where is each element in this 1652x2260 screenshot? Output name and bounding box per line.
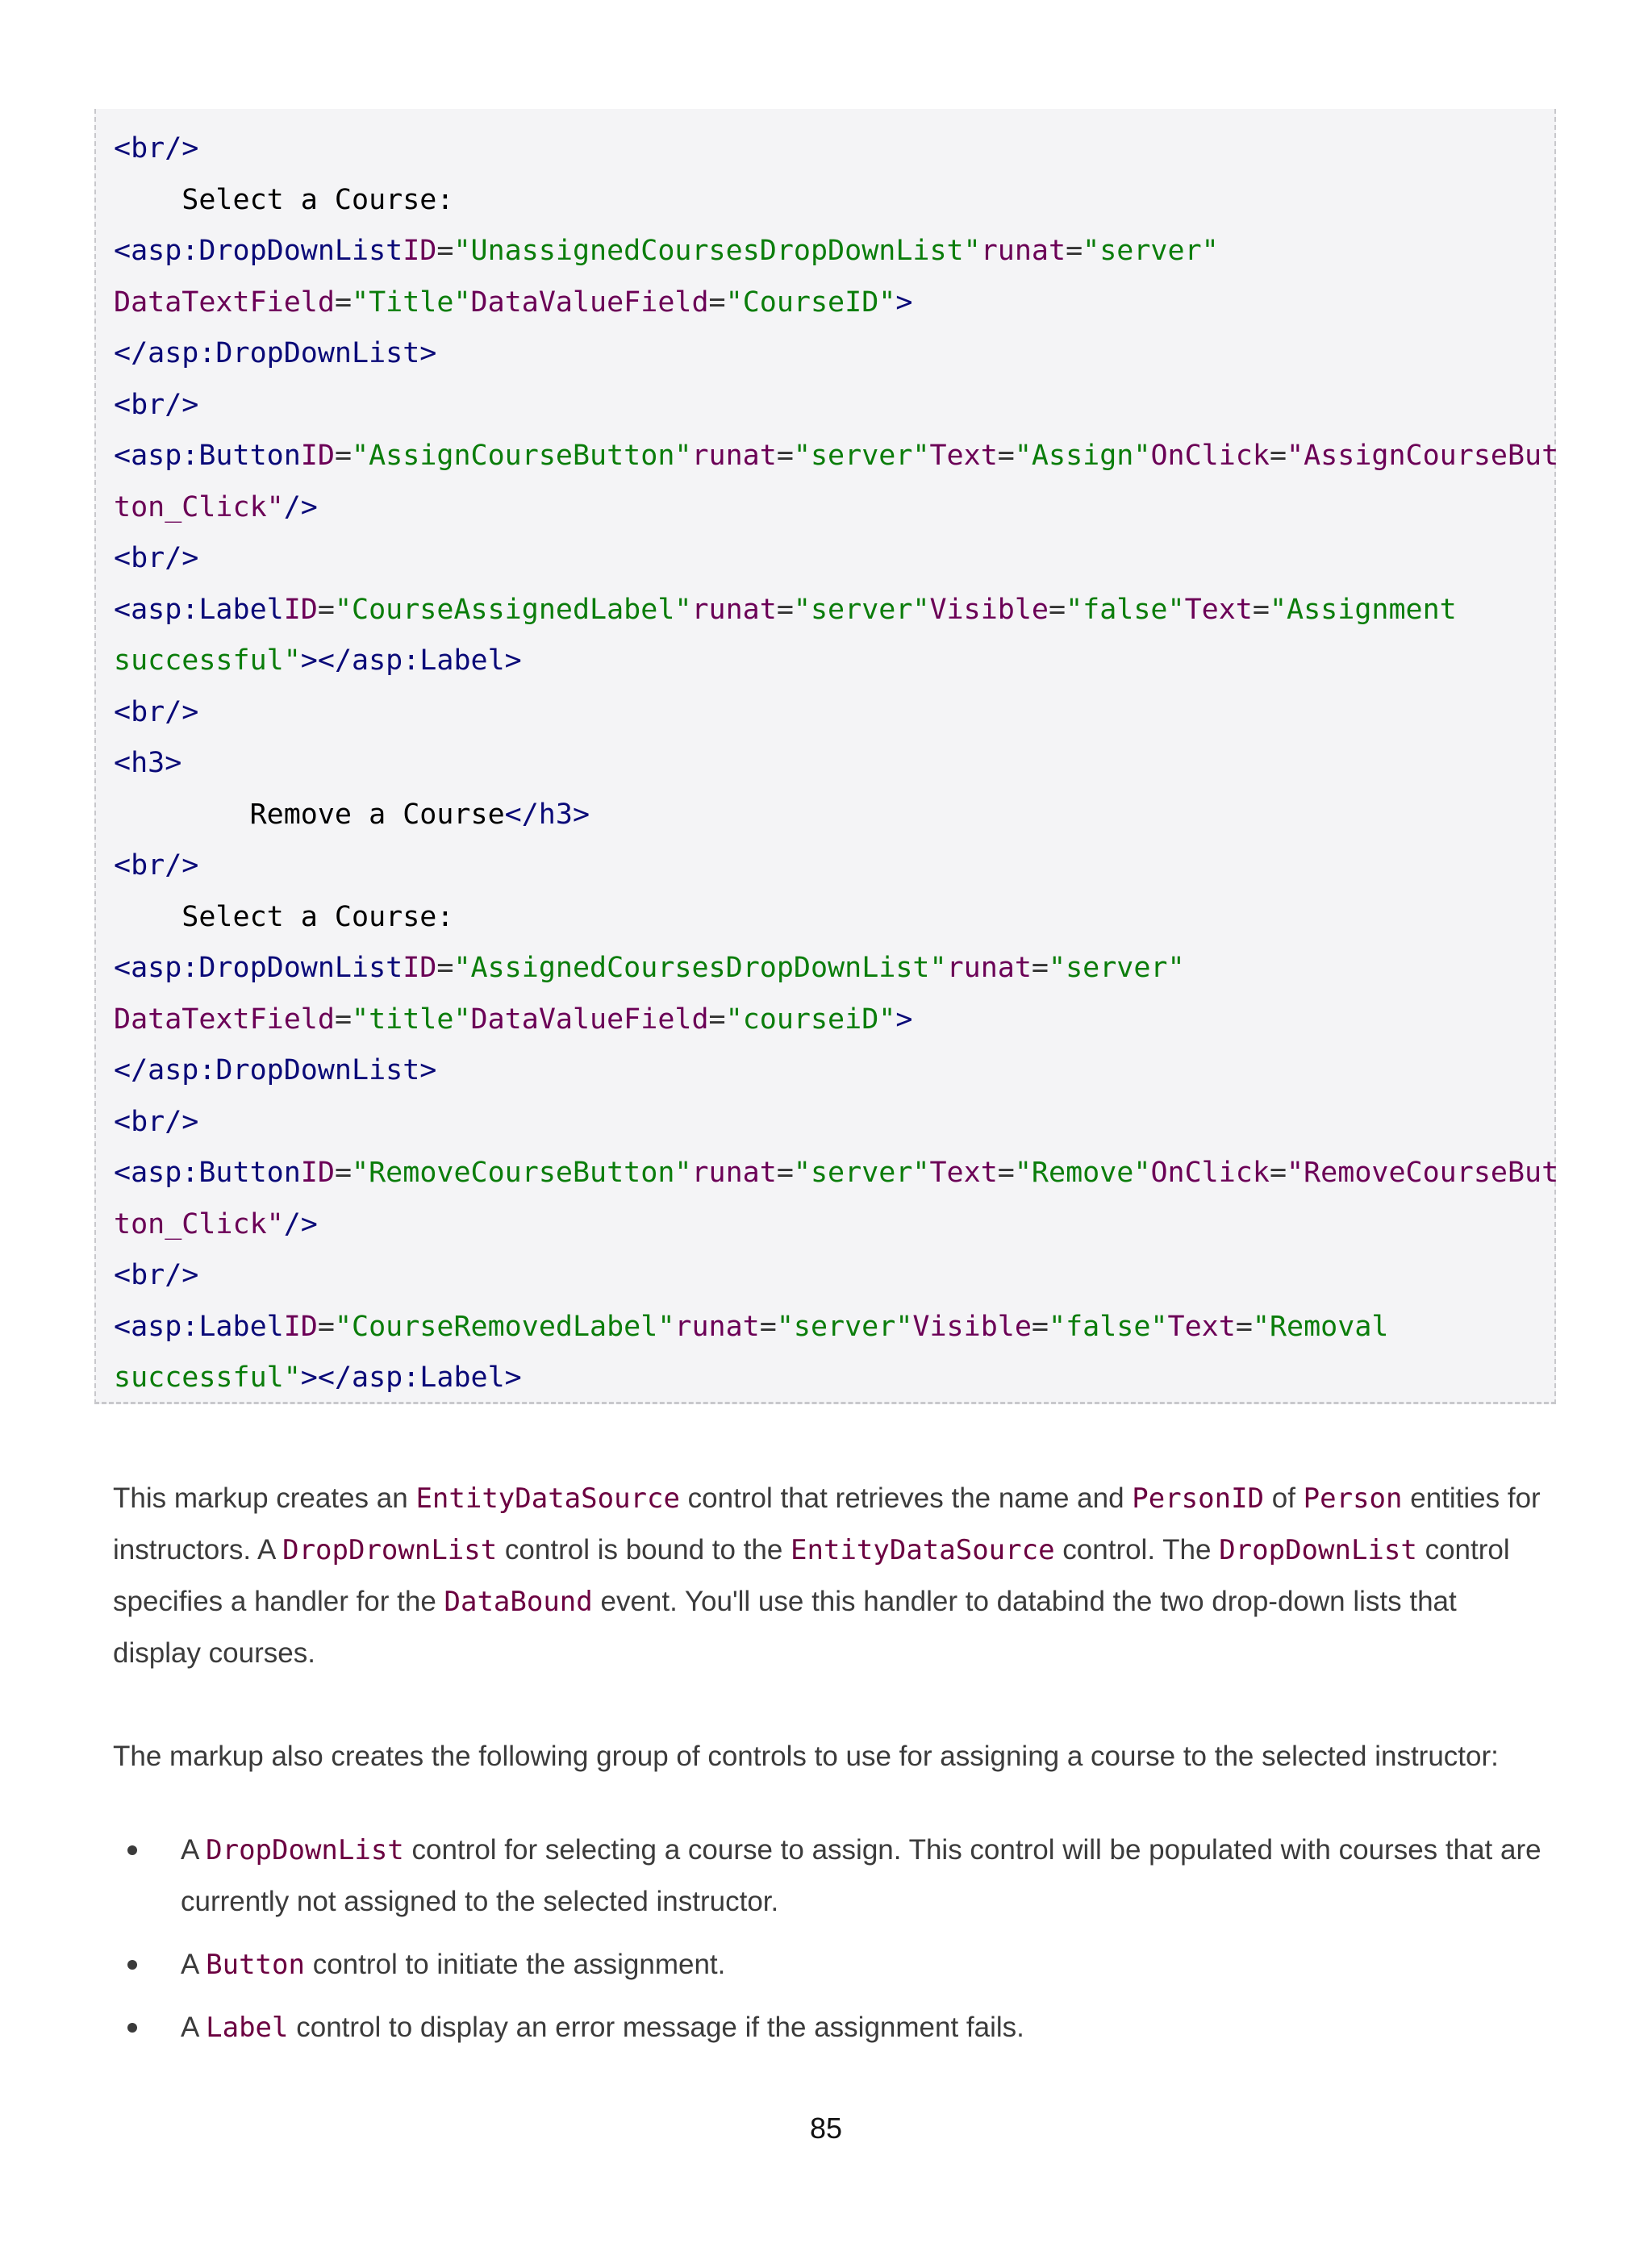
code-line [114,840,1554,892]
inline-code-databound: DataBound [444,1586,593,1618]
controls-bullet-list [113,1824,1549,2054]
bullet-text-pre: A [181,2012,206,2043]
code-token-eq: = [436,952,454,984]
p1-text-b: control that retrieves the name and [679,1482,1133,1514]
code-token-str: "CourseRemovedLabel" [334,1310,675,1343]
inline-code-dropdownlist: DropDownList [1219,1534,1417,1566]
p1-text-f: control. The [1054,1534,1220,1566]
code-line [114,482,1554,534]
code-token-attr: DataValueField [470,1003,709,1036]
code-token-txt: Select a Course: [114,183,454,216]
code-line [114,1045,1554,1097]
code-token-eq: = [776,1157,794,1189]
code-token-eq: = [708,1003,726,1036]
code-line [114,994,1554,1046]
code-token-tag: </asp:DropDownList> [114,1054,437,1086]
code-token-attr: runat [946,952,1032,984]
code-token-tag: ></asp:Label> [300,644,522,677]
code-token-attr: runat [691,440,777,472]
code-line [114,1353,1554,1404]
code-token-tag: /> [283,1207,318,1240]
code-token-attr: runat [980,235,1066,267]
code-line [114,636,1554,687]
inline-code-dropdrownlist: DropDrownList [282,1534,498,1566]
bullet-dot-icon [127,2023,137,2033]
code-token-str: "server" [793,1157,930,1189]
code-token-eq: = [997,1157,1015,1189]
code-token-eq: = [436,235,454,267]
code-token-str: "CourseID" [725,286,896,319]
code-line [114,1148,1559,1199]
bullet-text-post: control to initiate the assignment. [304,1949,726,1980]
code-line [114,1250,1554,1302]
code-token-eq: = [776,440,794,472]
inline-code: Label [206,2012,289,2044]
code-token-txt: Remove a Course [114,798,505,831]
code-token-str: "server" [776,1310,913,1343]
list-item [113,1824,1549,1928]
list-item [113,1939,1549,1991]
code-token-tag: <h3> [114,747,182,779]
bullet-dot-icon [127,1845,137,1855]
inline-code: Button [206,1949,305,1981]
code-token-attr: ID [300,1157,335,1189]
code-token-attr: OnClick [1150,1157,1270,1189]
code-token-str: successful" [114,1361,301,1394]
code-token-tag: <br/> [114,1105,199,1138]
code-token-eq: = [997,440,1015,472]
code-token-str: "RemoveCourseButton" [352,1157,692,1189]
code-token-attr: ID [283,593,318,626]
code-token-attr: Text [1167,1310,1236,1343]
code-token-str: "Removal [1252,1310,1389,1343]
code-token-str: "courseiD" [725,1003,896,1036]
code-token-attr: Text [1184,593,1253,626]
code-token-attr: runat [674,1310,760,1343]
code-token-eq: = [334,286,353,319]
code-block [94,109,1559,1404]
code-token-tag: <asp:Button [114,1157,301,1189]
code-token-eq: = [776,593,794,626]
code-token-eq: = [1031,1310,1049,1343]
code-token-tag: </h3> [504,798,590,831]
code-line [114,790,1554,841]
code-line [114,687,1554,739]
code-line [114,892,1554,944]
code-token-str: "title" [352,1003,471,1036]
code-token-tag: <asp:Button [114,440,301,472]
code-line [114,431,1559,482]
code-token-attr: Visible [929,593,1049,626]
code-token-tag: <br/> [114,1259,199,1291]
code-token-attr: DataValueField [470,286,709,319]
code-token-str: "AssignedCoursesDropDownList" [453,952,947,984]
code-token-str: "Title" [352,286,471,319]
code-token-eq: = [1252,593,1270,626]
code-token-attr: OnClick [1150,440,1270,472]
code-token-tag: > [895,286,913,319]
code-line [114,175,1554,227]
code-line [114,1302,1554,1353]
code-token-eq: = [317,1310,335,1343]
code-token-eq: = [334,1157,353,1189]
bullet-dot-icon [127,1960,137,1970]
code-token-tag: <asp:DropDownList [114,952,403,984]
code-line [114,943,1554,994]
code-token-str: "Assignment [1269,593,1457,626]
inline-code-personid: PersonID [1132,1482,1265,1515]
p1-text-d: entities for instructors. A [113,1482,1541,1566]
code-token-tag: ></asp:Label> [300,1361,522,1394]
code-line [114,226,1554,277]
code-token-attr: "AssignCourseBut [1287,440,1559,472]
description-paragraph [113,1473,1549,1679]
inline-code-person: Person [1303,1482,1403,1515]
code-token-eq: = [1031,952,1049,984]
code-token-attr: "RemoveCourseBut [1287,1157,1559,1189]
code-token-eq: = [1049,593,1066,626]
code-token-tag: <asp:DropDownList [114,235,403,267]
code-token-attr: ID [403,952,437,984]
code-token-tag: <br/> [114,388,199,421]
code-token-attr: ID [403,235,437,267]
code-line [114,1199,1554,1251]
code-token-attr: Text [929,1157,998,1189]
code-token-tag: <br/> [114,132,199,165]
code-token-attr: Visible [912,1310,1032,1343]
code-line [114,585,1554,636]
controls-intro-paragraph: The markup also creates the following group of controls to use for assigning a course to the selected instructor: [113,1741,1499,1772]
inline-code-entitydatasource-2: EntityDataSource [791,1534,1055,1566]
code-token-str: "false" [1066,593,1185,626]
code-token-eq: = [1269,440,1287,472]
code-token-str: "server" [793,440,930,472]
code-token-attr: runat [691,593,777,626]
code-token-str: "AssignCourseButton" [352,440,692,472]
page-number: 85 [809,2112,843,2145]
code-token-attr: ID [300,440,335,472]
code-token-eq: = [334,1003,353,1036]
list-item [113,2002,1549,2054]
code-line [114,738,1554,790]
inline-code-entitydatasource: EntityDataSource [415,1482,680,1515]
code-token-tag: <br/> [114,542,199,574]
code-token-str: "Remove" [1014,1157,1151,1189]
code-token-tag: <br/> [114,849,199,882]
code-token-str: "server" [1049,952,1185,984]
code-token-eq: = [759,1310,777,1343]
code-token-tag: > [895,1003,913,1036]
code-token-tag: </asp:DropDownList> [114,337,437,369]
code-token-tag: <asp:Label [114,1310,284,1343]
code-token-eq: = [1235,1310,1253,1343]
bullet-text-post: control for selecting a course to assign. This control will be populated with courses that are currently not assigned to the selected instructor. [181,1834,1541,1917]
code-token-attr: DataTextField [114,286,335,319]
code-token-eq: = [1066,235,1083,267]
code-token-eq: = [1269,1157,1287,1189]
code-token-attr: ton_Click" [114,490,284,523]
code-token-attr: ID [283,1310,318,1343]
code-token-tag: /> [283,490,318,523]
code-token-attr: DataTextField [114,1003,335,1036]
p1-text-h: event. You'll use this handler to databind the two drop-down lists that display courses. [113,1586,1457,1669]
code-token-tag: <br/> [114,695,199,728]
bullet-text-pre: A [181,1834,206,1866]
inline-code: DropDownList [206,1834,404,1866]
code-token-eq: = [317,593,335,626]
code-token-str: "false" [1049,1310,1168,1343]
p1-text-c: of [1264,1482,1304,1514]
code-token-attr: ton_Click" [114,1207,284,1240]
code-line [114,328,1554,380]
code-line [114,1097,1554,1149]
code-line [114,380,1554,432]
p1-text-g: control specifies a handler for the [113,1534,1510,1617]
code-token-eq: = [708,286,726,319]
code-token-attr: Text [929,440,998,472]
p1-text-e: control is bound to the [497,1534,791,1566]
p1-text-a: This markup creates an [113,1482,416,1514]
code-line [114,533,1554,585]
code-line [114,123,1554,175]
code-token-tag: <asp:Label [114,593,284,626]
code-token-str: "Assign" [1014,440,1151,472]
code-token-txt: Select a Course: [114,900,454,933]
bullet-text-pre: A [181,1949,206,1980]
bullet-text-post: control to display an error message if the assignment fails. [288,2012,1024,2043]
code-token-str: "server" [1083,235,1219,267]
code-token-str: successful" [114,644,301,677]
code-token-eq: = [334,440,353,472]
code-token-str: "CourseAssignedLabel" [334,593,692,626]
code-token-str: "UnassignedCoursesDropDownList" [453,235,981,267]
code-token-str: "server" [793,593,930,626]
code-token-attr: runat [691,1157,777,1189]
code-line [114,277,1554,329]
